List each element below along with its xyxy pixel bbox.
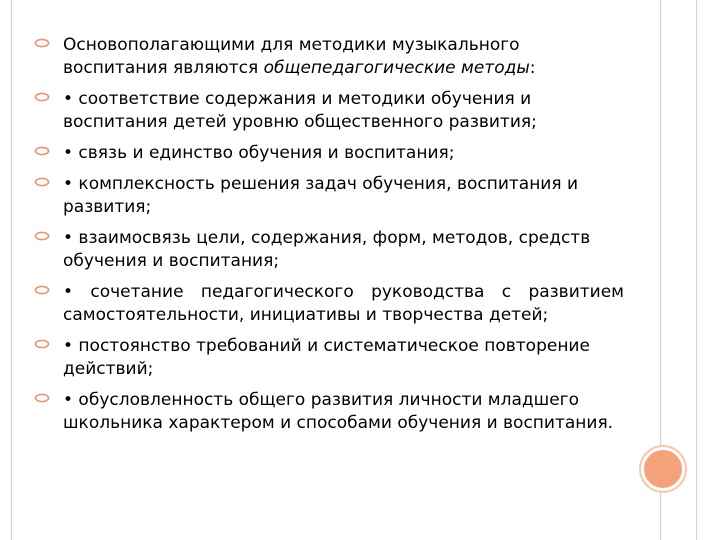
- bullet-icon: [34, 38, 50, 48]
- bullet-icon: [34, 177, 50, 187]
- list-item: [34, 173, 624, 219]
- intro-text: [63, 34, 624, 80]
- list-item-text: • комплексность решения задач обучения, воспитания и развития;: [63, 174, 579, 217]
- bullet-icon: [34, 393, 50, 403]
- intro-text-before: Основополагающими для методики музыкального воспитания являются: [63, 35, 520, 78]
- bullet-icon: [34, 339, 50, 349]
- list-item: [34, 389, 624, 435]
- intro-text-after: :: [529, 58, 536, 78]
- intro-emphasis: общепедагогические методы: [263, 58, 530, 78]
- list-item: [34, 281, 624, 327]
- list-item-text: • сочетание педагогического руководства с развитием самостоятельности, инициативы и творчества детей;: [63, 282, 624, 325]
- list-item: [34, 88, 624, 134]
- decorative-circle: [641, 447, 685, 491]
- list-item-text: • связь и единство обучения и воспитания;: [63, 143, 455, 163]
- list-item-text: • взаимосвязь цели, содержания, форм, методов, средств обучения и воспитания;: [63, 228, 591, 271]
- bullet-icon: [34, 285, 50, 295]
- list-item: [34, 335, 624, 381]
- list-item-text: • постоянство требований и систематическое повторение действий;: [63, 336, 590, 379]
- list-item: [34, 227, 624, 273]
- list-item-intro: [34, 34, 624, 80]
- list-item-text: • обусловленность общего развития личности младшего школьника характером и способами обучения и воспитания.: [63, 390, 614, 433]
- bullet-icon: [34, 92, 50, 102]
- list-item-text: • соответствие содержания и методики обучения и воспитания детей уровню общественного развития;: [63, 89, 537, 132]
- list-item: [34, 142, 624, 165]
- bullet-icon: [34, 146, 50, 156]
- bullet-list: [34, 34, 624, 443]
- bullet-icon: [34, 231, 50, 241]
